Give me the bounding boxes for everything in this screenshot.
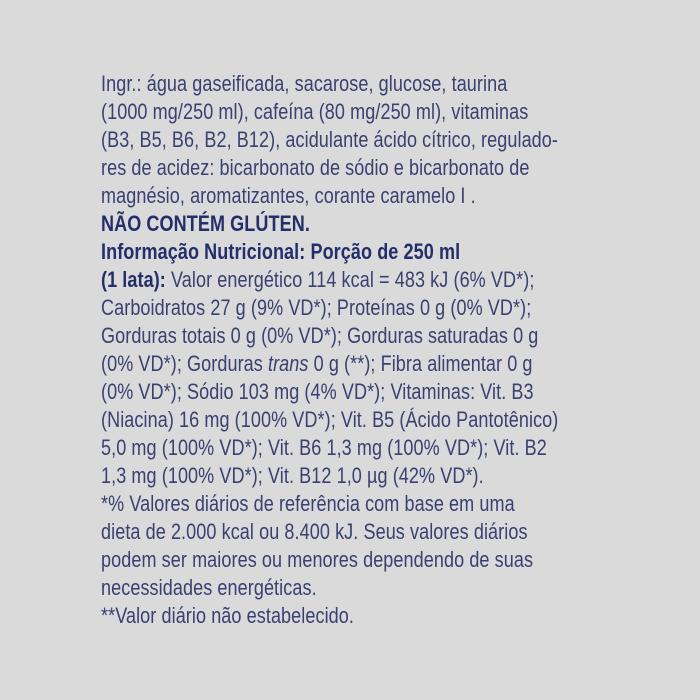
label-line-nutrition [101,462,605,490]
text-segment: Valor energético 114 kcal = 483 kJ (6% VD*); [165,267,535,292]
label-line-nutrition [101,406,605,434]
text-segment: 0 g (**); Fibra alimentar 0 g [308,351,533,376]
text-segment: necessidades energéticas. [101,575,317,600]
text-segment: (Niacina) 16 mg (100% VD*); Vit. B5 (Ácido Pantotênico) [101,407,559,432]
text-segment: (0% VD*); Sódio 103 mg (4% VD*); Vitaminas: Vit. B3 [101,379,534,404]
text-segment: magnésio, aromatizantes, corante caramelo I . [101,183,476,208]
text-segment: Ingr.: água gaseificada, sacarose, glucose, taurina [101,71,508,96]
label-line-ingredients [101,70,605,98]
label-line-daily-value-reference [101,518,605,546]
text-segment: NÃO CONTÉM GLÚTEN. [101,211,310,236]
text-segment: **Valor diário não estabelecido. [101,603,355,628]
label-line-nutrition [101,294,605,322]
label-line-gluten-notice [101,210,605,238]
text-segment: Informação Nutricional: Porção de 250 ml [101,239,461,264]
text-segment: *% Valores diários de referência com base em uma [101,491,515,516]
label-line-ingredients [101,98,605,126]
text-segment: 5,0 mg (100% VD*); Vit. B6 1,3 mg (100% VD*); Vit. B2 [101,435,547,460]
label-line-daily-value-reference [101,574,605,602]
text-segment: res de acidez: bicarbonato de sódio e bicarbonato de [101,155,530,180]
label-line-ingredients [101,126,605,154]
label-line-daily-value-reference [101,546,605,574]
label-text [101,70,605,630]
label-line-daily-value-reference [101,490,605,518]
text-segment: (1 lata): [101,267,166,292]
label-line-ingredients [101,182,605,210]
label-line-nutrition [101,322,605,350]
label-line-nutrition [101,350,605,378]
label-line-nutrition [101,266,605,294]
label-line-nutrition-heading [101,238,605,266]
label-line-nutrition [101,378,605,406]
text-segment: podem ser maiores ou menores dependendo de suas [101,547,534,572]
text-segment: (1000 mg/250 ml), cafeína (80 mg/250 ml), vitaminas [101,99,529,124]
label-line-daily-value-not-established [101,602,605,630]
text-segment: Carboidratos 27 g (9% VD*); Proteínas 0 g (0% VD*); [101,295,532,320]
text-segment: Gorduras totais 0 g (0% VD*); Gorduras saturadas 0 g [101,323,539,348]
label-line-ingredients [101,154,605,182]
label-line-nutrition [101,434,605,462]
text-segment: (B3, B5, B6, B2, B12), acidulante ácido cítrico, regulado- [101,127,559,152]
text-segment: dieta de 2.000 kcal ou 8.400 kJ. Seus valores diários [101,519,528,544]
text-segment: trans [267,351,309,376]
text-segment: (0% VD*); Gorduras [101,351,268,376]
text-segment: 1,3 mg (100% VD*); Vit. B12 1,0 µg (42% VD*). [101,463,484,488]
